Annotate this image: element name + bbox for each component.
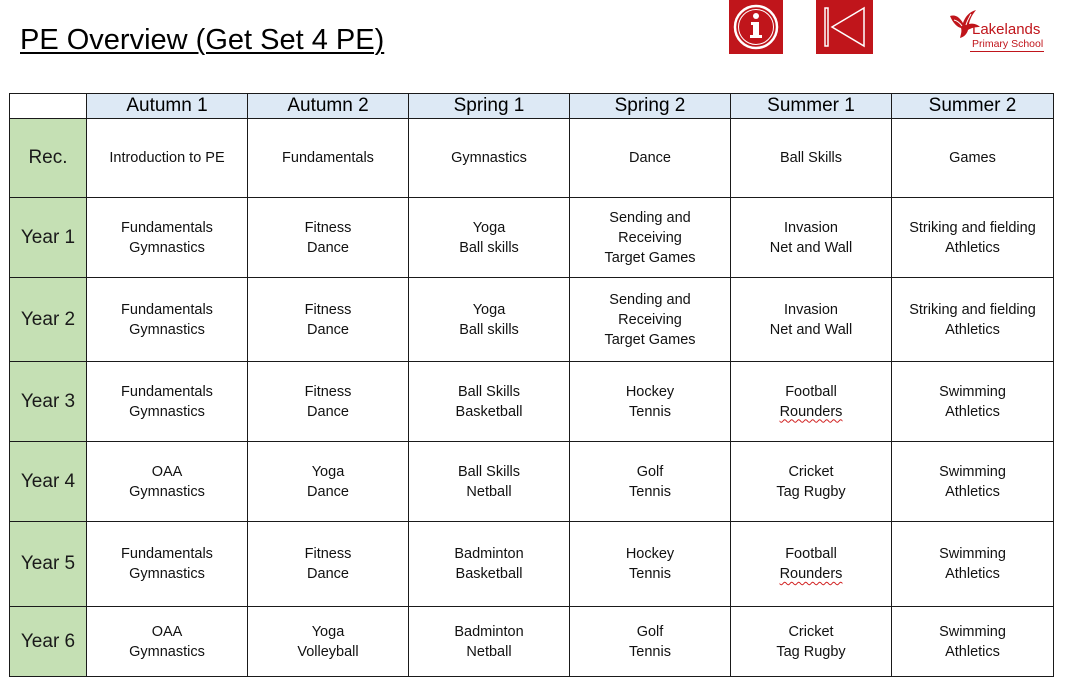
activity-cell bbox=[892, 198, 1054, 278]
activity-text: Cricket bbox=[788, 463, 834, 480]
activity-text: Gymnastics bbox=[129, 483, 205, 500]
activity-text: Gymnastics bbox=[129, 239, 205, 256]
activity-text: Introduction to PE bbox=[109, 150, 225, 166]
activity-text: Athletics bbox=[945, 239, 1000, 256]
activity-text: Gymnastics bbox=[129, 403, 205, 420]
table-row bbox=[10, 442, 1054, 522]
activity-text: Dance bbox=[307, 403, 349, 420]
activity-cell bbox=[570, 607, 731, 677]
term-header: Autumn 1 bbox=[87, 94, 248, 119]
activity-cell bbox=[409, 442, 570, 522]
year-label: Year 1 bbox=[10, 198, 87, 278]
activity-text: Ball Skills bbox=[457, 383, 521, 400]
activity-text: Athletics bbox=[945, 566, 1000, 582]
activity-text: OAA bbox=[151, 463, 183, 480]
activity-cell bbox=[87, 362, 248, 442]
activity-cell bbox=[570, 522, 731, 607]
activity-cell bbox=[409, 119, 570, 198]
activity-text: Tennis bbox=[629, 483, 671, 500]
year-label: Year 3 bbox=[10, 362, 87, 442]
activity-text: Swimming bbox=[939, 463, 1006, 480]
table-row bbox=[10, 522, 1054, 607]
activity-cell bbox=[248, 362, 409, 442]
activity-cell bbox=[248, 442, 409, 522]
activity-text: Net and Wall bbox=[769, 239, 853, 256]
activity-cell bbox=[409, 607, 570, 677]
activity-text: Dance bbox=[629, 150, 671, 166]
activity-text: Fitness bbox=[304, 219, 352, 236]
activity-text: Fundamentals bbox=[282, 150, 374, 166]
activity-cell bbox=[248, 198, 409, 278]
term-header: Summer 1 bbox=[731, 94, 892, 119]
activity-text: Cricket bbox=[788, 623, 834, 640]
activity-cell bbox=[87, 278, 248, 362]
activity-text: Golf bbox=[636, 623, 664, 640]
school-logo bbox=[946, 6, 1056, 58]
activity-text: Athletics bbox=[945, 403, 1000, 420]
activity-text: Basketball bbox=[455, 403, 523, 420]
activity-cell bbox=[248, 119, 409, 198]
corner-cell bbox=[10, 94, 87, 119]
activity-cell bbox=[892, 607, 1054, 677]
activity-text: Ball skills bbox=[459, 321, 519, 338]
activity-cell bbox=[892, 278, 1054, 362]
table-row bbox=[10, 607, 1054, 677]
activity-text: Yoga bbox=[472, 219, 506, 236]
year-label: Year 6 bbox=[10, 607, 87, 677]
activity-text: Swimming bbox=[939, 383, 1006, 400]
activity-text: Dance bbox=[307, 483, 349, 500]
activity-cell bbox=[409, 522, 570, 607]
activity-text: Ball Skills bbox=[779, 150, 843, 166]
activity-text: Yoga bbox=[472, 301, 506, 318]
activity-text: Dance bbox=[307, 566, 349, 582]
activity-text: Athletics bbox=[945, 643, 1000, 660]
activity-text: Ball skills bbox=[459, 239, 519, 256]
activity-text: Fundamentals bbox=[121, 383, 213, 400]
term-header: Spring 2 bbox=[570, 94, 731, 119]
activity-cell bbox=[731, 607, 892, 677]
activity-text: Tennis bbox=[629, 403, 671, 420]
table-row bbox=[10, 362, 1054, 442]
activity-cell bbox=[570, 362, 731, 442]
activity-text: Netball bbox=[466, 483, 512, 500]
year-label: Rec. bbox=[10, 119, 87, 198]
logo-underline bbox=[970, 51, 1044, 52]
activity-cell bbox=[731, 278, 892, 362]
activity-text: Swimming bbox=[939, 623, 1006, 640]
activity-cell bbox=[87, 198, 248, 278]
activity-text: Yoga bbox=[311, 463, 345, 480]
table-row bbox=[10, 198, 1054, 278]
activity-text: Hockey bbox=[625, 546, 675, 562]
activity-text: Dance bbox=[307, 239, 349, 256]
activity-text: Target Games bbox=[604, 249, 696, 266]
activity-text: Games bbox=[949, 150, 996, 166]
pe-overview-table bbox=[9, 93, 1054, 677]
activity-cell bbox=[892, 442, 1054, 522]
activity-text: Dance bbox=[307, 321, 349, 338]
activity-text: Football bbox=[785, 546, 837, 562]
back-button[interactable] bbox=[816, 0, 873, 54]
activity-cell bbox=[87, 522, 248, 607]
activity-text: Net and Wall bbox=[769, 321, 853, 338]
activity-text: Rounders bbox=[779, 403, 843, 420]
activity-cell bbox=[570, 442, 731, 522]
activity-text: Rounders bbox=[779, 566, 843, 582]
activity-cell bbox=[248, 278, 409, 362]
activity-cell bbox=[87, 119, 248, 198]
activity-text: Basketball bbox=[455, 566, 523, 582]
activity-text: Invasion bbox=[783, 219, 838, 236]
activity-text: Fundamentals bbox=[121, 546, 213, 562]
activity-text: Sending and bbox=[609, 291, 691, 308]
activity-cell bbox=[409, 198, 570, 278]
activity-text: Volleyball bbox=[297, 643, 359, 660]
activity-text: Tennis bbox=[629, 643, 671, 660]
activity-cell bbox=[892, 119, 1054, 198]
term-header: Spring 1 bbox=[409, 94, 570, 119]
activity-text: Fitness bbox=[304, 546, 352, 562]
year-label: Year 2 bbox=[10, 278, 87, 362]
activity-cell bbox=[409, 362, 570, 442]
year-label: Year 4 bbox=[10, 442, 87, 522]
activity-text: Gymnastics bbox=[129, 566, 205, 582]
activity-text: Athletics bbox=[945, 321, 1000, 338]
activity-cell bbox=[570, 119, 731, 198]
year-label: Year 5 bbox=[10, 522, 87, 607]
term-header: Summer 2 bbox=[892, 94, 1054, 119]
activity-text: Gymnastics bbox=[451, 150, 527, 166]
activity-text: Receiving bbox=[618, 311, 682, 328]
activity-text: Swimming bbox=[939, 546, 1006, 562]
info-button[interactable] bbox=[729, 0, 783, 54]
activity-cell bbox=[892, 522, 1054, 607]
activity-text: Golf bbox=[636, 463, 664, 480]
info-icon bbox=[729, 0, 783, 54]
activity-text: OAA bbox=[151, 623, 183, 640]
activity-text: Football bbox=[785, 383, 837, 400]
activity-text: Ball Skills bbox=[457, 463, 521, 480]
activity-text: Fundamentals bbox=[121, 301, 213, 318]
page-title: PE Overview (Get Set 4 PE) bbox=[20, 24, 385, 56]
activity-cell bbox=[87, 442, 248, 522]
activity-text: Athletics bbox=[945, 483, 1000, 500]
activity-text: Gymnastics bbox=[129, 321, 205, 338]
activity-text: Badminton bbox=[454, 546, 524, 562]
activity-cell bbox=[731, 522, 892, 607]
activity-text: Tennis bbox=[629, 566, 671, 582]
term-header: Autumn 2 bbox=[248, 94, 409, 119]
activity-text: Yoga bbox=[311, 623, 345, 640]
activity-cell bbox=[409, 278, 570, 362]
activity-text: Badminton bbox=[454, 623, 524, 640]
activity-cell bbox=[731, 362, 892, 442]
activity-text: Netball bbox=[466, 643, 512, 660]
activity-cell bbox=[892, 362, 1054, 442]
table-row bbox=[10, 119, 1054, 198]
activity-text: Striking and fielding bbox=[909, 301, 1036, 318]
activity-text: Fundamentals bbox=[121, 219, 213, 236]
activity-text: Striking and fielding bbox=[909, 219, 1036, 236]
activity-text: Gymnastics bbox=[129, 643, 205, 660]
activity-cell bbox=[731, 119, 892, 198]
table-row bbox=[10, 278, 1054, 362]
activity-cell bbox=[570, 198, 731, 278]
activity-cell bbox=[570, 278, 731, 362]
activity-text: Receiving bbox=[618, 229, 682, 246]
logo-subtitle: Primary School bbox=[972, 38, 1044, 50]
activity-cell bbox=[731, 442, 892, 522]
activity-text: Hockey bbox=[625, 383, 675, 400]
activity-text: Tag Rugby bbox=[776, 643, 846, 660]
skip-back-icon bbox=[816, 0, 873, 54]
activity-text: Sending and bbox=[609, 209, 691, 226]
activity-cell bbox=[87, 607, 248, 677]
logo-name: Lakelands bbox=[972, 21, 1041, 38]
activity-text: Tag Rugby bbox=[776, 483, 846, 500]
activity-cell bbox=[248, 522, 409, 607]
activity-text: Fitness bbox=[304, 383, 352, 400]
activity-text: Invasion bbox=[783, 301, 838, 318]
activity-text: Fitness bbox=[304, 301, 352, 318]
activity-cell bbox=[731, 198, 892, 278]
activity-cell bbox=[248, 607, 409, 677]
activity-text: Target Games bbox=[604, 331, 696, 348]
term-header-row bbox=[10, 94, 1054, 119]
